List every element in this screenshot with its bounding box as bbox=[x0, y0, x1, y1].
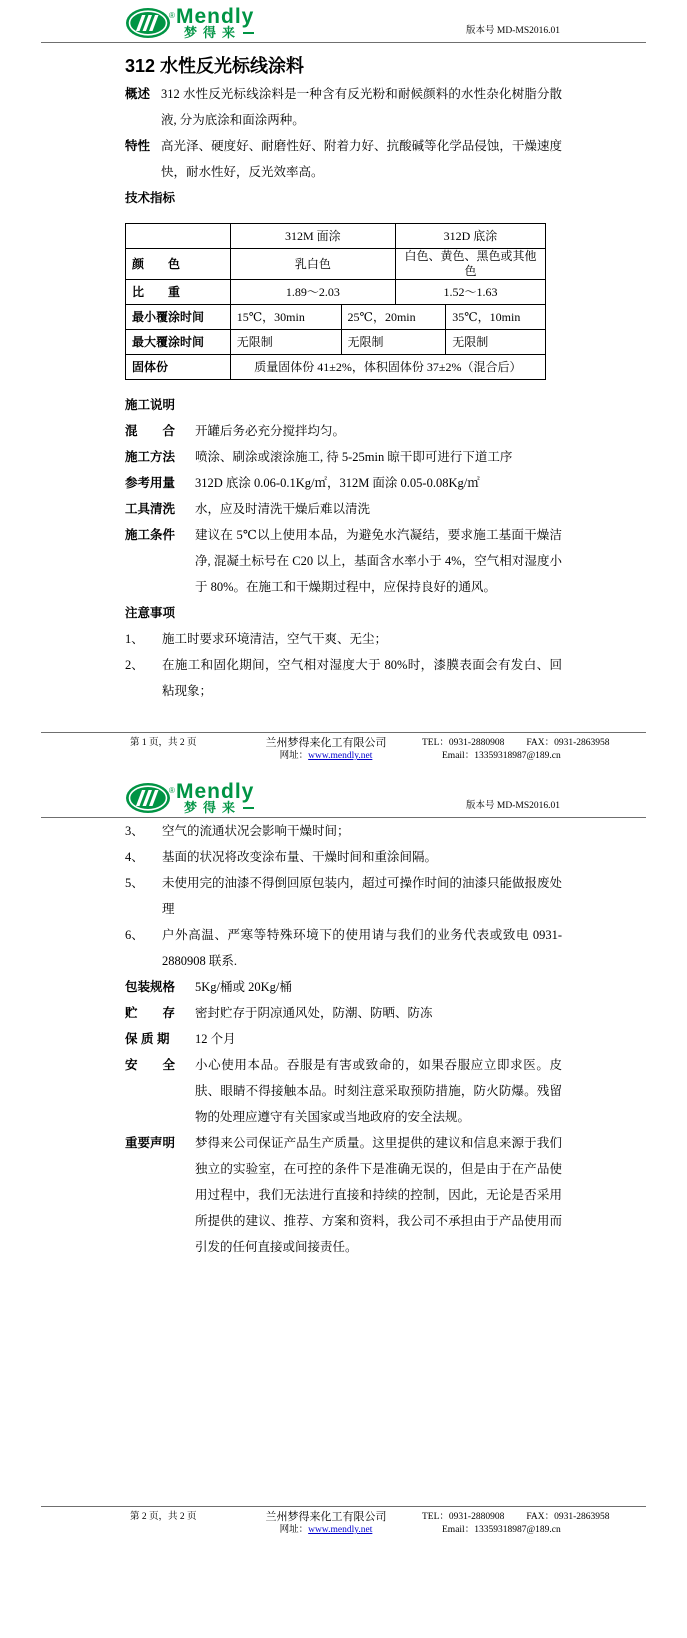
solids-value: 质量固体份 41±2%，体积固体份 37±2%（混合后） bbox=[230, 355, 545, 380]
version-label: 版本号 MD-MS2016.01 bbox=[466, 26, 560, 36]
brand-name-cn: 梦得来 bbox=[184, 25, 242, 40]
kv-text: 小心使用本品。吞服是有害或致命的，如果吞服应立即求医。皮肤、眼睛不得接触本品。时刻注意采取预防措施，防火防爆。残留物的处理应遵守有关国家或当地政府的安全法规。 bbox=[195, 1058, 562, 1124]
row-label: 最大覆涂时间 bbox=[126, 330, 231, 355]
empty-cell bbox=[126, 224, 231, 249]
table-row-gravity bbox=[126, 280, 546, 305]
kv-text: 5Kg/桶或 20Kg/桶 bbox=[195, 980, 292, 994]
tech-spec-heading: 技术指标 bbox=[125, 191, 176, 205]
kv-label: 保 质 期 bbox=[125, 1032, 170, 1046]
construction-row-cleaning bbox=[125, 496, 562, 522]
fax-label: FAX：0931-2863958 bbox=[526, 738, 610, 748]
kv-label: 混 合 bbox=[125, 424, 176, 438]
spec-row-disclaimer bbox=[125, 1130, 562, 1260]
color-312d: 白色、黄色、黑色或其他色 bbox=[395, 249, 545, 280]
note-number: 1、 bbox=[125, 632, 144, 646]
features-label: 特性 bbox=[125, 139, 151, 153]
page2-footer bbox=[0, 1507, 687, 1537]
mendly-logo bbox=[125, 7, 254, 40]
row-label: 最小覆涂时间 bbox=[126, 305, 231, 330]
max-recoat-15c: 无限制 bbox=[230, 330, 341, 355]
company-name: 兰州梦得来化工有限公司 bbox=[265, 737, 387, 749]
version-label: 版本号 MD-MS2016.01 bbox=[466, 801, 560, 811]
page-number: 第 1 页，共 2 页 bbox=[130, 738, 197, 748]
notes-heading: 注意事项 bbox=[125, 606, 176, 620]
color-312m: 乳白色 bbox=[230, 249, 395, 280]
table-row-max-recoat bbox=[126, 330, 546, 355]
tel-label: TEL：0931-2880908 bbox=[422, 1512, 505, 1522]
kv-text: 喷涂、刷涂或滚涂施工, 待 5-25min 晾干即可进行下道工序 bbox=[195, 450, 513, 464]
kv-text: 水，应及时清洗干燥后难以清洗 bbox=[195, 502, 371, 516]
note-item-1 bbox=[125, 626, 562, 652]
min-recoat-15c: 15℃，30min bbox=[230, 305, 341, 330]
kv-text: 梦得来公司保证产品生产质量。这里提供的建议和信息来源于我们独立的实验室，在可控的条件下是准确无误的，但是由于在产品使用过程中，我们无法进行直接和持续的控制，因此，无论是否采用所提供的建议、推荐、方案和资料，我公司不承担由于产品使用而引发的任何直接或间接责任。 bbox=[195, 1136, 562, 1254]
kv-label: 施工条件 bbox=[125, 528, 176, 542]
site-label: 网址： bbox=[279, 751, 309, 761]
construction-row-dosage bbox=[125, 470, 562, 496]
min-recoat-35c: 35℃，10min bbox=[446, 305, 546, 330]
spec-row-shelf-life bbox=[125, 1026, 562, 1052]
logo-underline bbox=[243, 32, 254, 34]
page1-footer bbox=[0, 733, 687, 763]
construction-row-conditions bbox=[125, 522, 562, 600]
brand-name-cn: 梦得来 bbox=[184, 800, 242, 815]
gravity-312d: 1.52～1.63 bbox=[395, 280, 545, 305]
note-text: 在施工和固化期间，空气相对湿度大于 80%时，漆膜表面会有发白、回粘现象； bbox=[162, 658, 562, 698]
brand-name-en: Mendly bbox=[176, 5, 255, 28]
mendly-logo bbox=[125, 782, 254, 815]
kv-label: 参考用量 bbox=[125, 476, 176, 490]
email-label: Email：13359318987@189.cn bbox=[442, 751, 561, 761]
brand-name-en: Mendly bbox=[176, 780, 255, 803]
kv-label: 工具清洗 bbox=[125, 502, 176, 516]
kv-label: 施工方法 bbox=[125, 450, 176, 464]
overview-label: 概述 bbox=[125, 87, 151, 101]
note-number: 2、 bbox=[125, 658, 144, 672]
table-row-min-recoat bbox=[126, 305, 546, 330]
kv-text: 密封贮存于阴凉通风处，防潮、防晒、防冻 bbox=[195, 1006, 433, 1020]
registered-mark: ® bbox=[169, 786, 175, 795]
row-label: 颜 色 bbox=[126, 249, 231, 280]
mendly-ellipse-m-icon bbox=[125, 7, 171, 39]
construction-row-mix bbox=[125, 418, 562, 444]
spec-row-storage bbox=[125, 1000, 562, 1026]
max-recoat-35c: 无限制 bbox=[446, 330, 546, 355]
mendly-ellipse-m-icon bbox=[125, 782, 171, 814]
note-text: 基面的状况将改变涂布量、干燥时间和重涂间隔。 bbox=[162, 850, 438, 864]
col-header-312d: 312D 底涂 bbox=[395, 224, 545, 249]
tech-spec-table bbox=[125, 223, 546, 380]
site-label: 网址： bbox=[279, 1525, 309, 1535]
kv-text: 12 个月 bbox=[195, 1032, 236, 1046]
note-number: 5、 bbox=[125, 876, 144, 890]
features-text: 高光泽、硬度好、耐磨性好、附着力好、抗酸碱等化学品侵蚀，干燥速度快，耐水性好，反光效率高。 bbox=[161, 139, 562, 179]
note-item-6 bbox=[125, 922, 562, 974]
kv-label: 安 全 bbox=[125, 1058, 176, 1072]
max-recoat-25c: 无限制 bbox=[341, 330, 446, 355]
kv-label: 重要声明 bbox=[125, 1136, 176, 1150]
construction-row-method bbox=[125, 444, 562, 470]
note-text: 未使用完的油漆不得倒回原包装内，超过可操作时间的油漆只能做报废处理 bbox=[162, 876, 563, 916]
kv-text: 开罐后务必充分搅拌均匀。 bbox=[195, 424, 346, 438]
overview-text: 312 水性反光标线涂料是一种含有反光粉和耐候颜料的水性杂化树脂分散液, 分为底涂和面涂两种。 bbox=[161, 87, 562, 127]
website-link[interactable]: www.mendly.net bbox=[308, 751, 373, 761]
page2-header bbox=[0, 763, 687, 817]
kv-text: 312D 底涂 0.06-0.1Kg/㎡，312M 面涂 0.05-0.08Kg/㎡ bbox=[195, 476, 480, 490]
note-item-3 bbox=[125, 818, 562, 844]
note-text: 施工时要求环境清洁，空气干爽、无尘； bbox=[162, 632, 388, 646]
construction-heading: 施工说明 bbox=[125, 398, 176, 412]
col-header-312m: 312M 面涂 bbox=[230, 224, 395, 249]
website-link[interactable]: www.mendly.net bbox=[308, 1525, 373, 1535]
row-label: 固体份 bbox=[126, 355, 231, 380]
kv-label: 贮 存 bbox=[125, 1006, 176, 1020]
logo-underline bbox=[243, 807, 254, 809]
note-item-2 bbox=[125, 652, 562, 704]
note-number: 3、 bbox=[125, 824, 144, 838]
table-row-color bbox=[126, 249, 546, 280]
note-text: 户外高温、严寒等特殊环境下的使用请与我们的业务代表或致电 0931-2880908 联系. bbox=[162, 928, 562, 968]
company-name: 兰州梦得来化工有限公司 bbox=[265, 1511, 387, 1523]
page-title: 312 水性反光标线涂料 bbox=[125, 56, 305, 76]
kv-label: 包装规格 bbox=[125, 980, 176, 994]
overview-row bbox=[125, 81, 562, 133]
row-label: 比 重 bbox=[126, 280, 231, 305]
registered-mark: ® bbox=[169, 11, 175, 20]
table-row-solids bbox=[126, 355, 546, 380]
fax-label: FAX：0931-2863958 bbox=[526, 1512, 610, 1522]
header-rule bbox=[41, 42, 646, 43]
email-label: Email：13359318987@189.cn bbox=[442, 1525, 561, 1535]
page-number: 第 2 页，共 2 页 bbox=[130, 1512, 197, 1522]
note-text: 空气的流通状况会影响干燥时间； bbox=[162, 824, 350, 838]
note-item-5 bbox=[125, 870, 562, 922]
kv-text: 建议在 5℃以上使用本品，为避免水汽凝结，要求施工基面干燥洁净, 混凝土标号在 C20 以上，基面含水率小于 4%，空气相对湿度小于 80%。在施工和干燥期过程中，应保持良好的通风。 bbox=[195, 528, 562, 594]
gravity-312m: 1.89～2.03 bbox=[230, 280, 395, 305]
note-item-4 bbox=[125, 844, 562, 870]
note-number: 4、 bbox=[125, 850, 144, 864]
table-header-row bbox=[126, 224, 546, 249]
features-row bbox=[125, 133, 562, 185]
min-recoat-25c: 25℃，20min bbox=[341, 305, 446, 330]
spec-row-packing bbox=[125, 974, 562, 1000]
tel-label: TEL：0931-2880908 bbox=[422, 738, 505, 748]
page1-header bbox=[0, 0, 687, 42]
spec-row-safety bbox=[125, 1052, 562, 1130]
note-number: 6、 bbox=[125, 928, 144, 942]
